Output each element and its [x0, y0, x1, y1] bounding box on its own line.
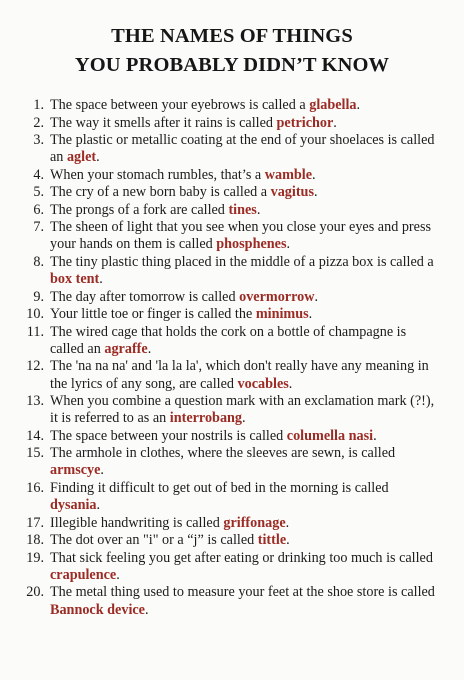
- item-term: vocables: [237, 375, 289, 392]
- item-term: phosphenes: [216, 236, 287, 253]
- item-term: tittle: [257, 532, 287, 549]
- item-term: crapulence: [50, 566, 117, 583]
- item-punctuation: .: [144, 601, 149, 618]
- list-item: [22, 184, 442, 201]
- list-item: [22, 393, 442, 427]
- item-text: Your little toe or finger is called the: [50, 306, 256, 323]
- item-text: The dot over an "i" or a “j” is called: [50, 532, 258, 549]
- item-text: Illegible handwriting is called: [50, 514, 224, 531]
- list-item: [22, 132, 442, 166]
- item-punctuation: .: [333, 114, 337, 131]
- item-term: interrobang: [169, 410, 243, 427]
- item-text: That sick feeling you get after eating or drinking too much is called: [50, 549, 433, 566]
- item-punctuation: .: [256, 201, 261, 218]
- list-item: [22, 515, 442, 532]
- item-number: 14 .: [22, 428, 44, 445]
- item-punctuation: .: [242, 410, 246, 427]
- item-term: armscye: [50, 462, 101, 479]
- item-text: The space between your nostrils is called: [50, 427, 287, 444]
- list-item: [22, 167, 442, 184]
- item-punctuation: .: [308, 306, 313, 323]
- item-number: 20 .: [22, 584, 44, 601]
- list-item: [22, 115, 442, 132]
- item-term: agraffe: [104, 340, 148, 357]
- item-punctuation: .: [286, 236, 291, 253]
- item-text: The 'na na na' and 'la la la', which don't really have any meaning in the lyrics of any song, are called: [50, 358, 429, 392]
- item-term: overmorrow: [239, 288, 315, 305]
- item-number: 8 .: [22, 254, 44, 271]
- item-text: When your stomach rumbles, that’s a: [50, 166, 265, 183]
- list-item: [22, 584, 442, 618]
- item-text: When you combine a question mark with an exclamation mark (?!), it is referred to as an: [50, 393, 435, 427]
- item-number: 2 .: [22, 115, 44, 132]
- item-punctuation: .: [314, 288, 319, 305]
- item-number: 15 .: [22, 445, 44, 462]
- item-number: 12 .: [22, 358, 44, 375]
- list-item: [22, 428, 442, 445]
- item-number: 17 .: [22, 515, 44, 532]
- list-item: [22, 219, 442, 253]
- item-number: 9 .: [22, 289, 44, 306]
- list-item: [22, 306, 442, 323]
- item-term: minimus: [255, 306, 309, 323]
- item-punctuation: .: [96, 497, 101, 514]
- item-text: The way it smells after it rains is called: [50, 114, 277, 131]
- item-number: 13 .: [22, 393, 44, 410]
- item-text: The armhole in clothes, where the sleeves are sewn, is called: [50, 445, 396, 462]
- item-number: 7 .: [22, 219, 44, 236]
- item-term: Bannock device: [50, 601, 145, 618]
- item-term: vagitus: [270, 184, 314, 201]
- item-term: dysania: [50, 497, 97, 514]
- item-punctuation: .: [356, 97, 361, 113]
- item-text: The cry of a new born baby is called a: [50, 184, 271, 201]
- title-line-2: YOU PROBABLY DIDN’T KNOW: [74, 54, 390, 76]
- page-title: [22, 22, 442, 80]
- item-text: The wired cage that holds the cork on a bottle of champagne is called an: [50, 323, 407, 357]
- item-text: Finding it difficult to get out of bed in the morning is called: [50, 479, 389, 496]
- item-punctuation: .: [100, 462, 104, 479]
- item-number: 6 .: [22, 202, 44, 219]
- item-number: 5 .: [22, 184, 44, 201]
- item-number: 11 .: [22, 324, 44, 341]
- list-item: [22, 445, 442, 479]
- item-text: The metal thing used to measure your feet at the shoe store is called: [50, 584, 435, 601]
- list-item: [22, 358, 442, 392]
- item-text: The tiny plastic thing placed in the middle of a pizza box is called a: [50, 253, 434, 270]
- item-punctuation: .: [96, 149, 100, 166]
- item-number: 16 .: [22, 480, 44, 497]
- item-text: The prongs of a fork are called: [50, 201, 229, 218]
- list-item: [22, 289, 442, 306]
- list-item: [22, 550, 442, 584]
- facts-list: [22, 97, 442, 619]
- list-item: [22, 324, 442, 358]
- list-item: [22, 532, 442, 549]
- item-number: 10 .: [22, 306, 44, 323]
- item-number: 3 .: [22, 132, 44, 149]
- item-text: The sheen of light that you see when you close your eyes and press your hands on them is called: [50, 219, 431, 253]
- item-punctuation: .: [286, 532, 290, 549]
- title-line-1: THE NAMES OF THINGS: [111, 25, 353, 47]
- item-term: wamble: [264, 166, 313, 183]
- item-term: aglet: [66, 149, 97, 166]
- item-term: box tent: [50, 271, 100, 288]
- item-term: glabella: [309, 97, 357, 113]
- item-number: 1 .: [22, 97, 44, 114]
- item-punctuation: .: [285, 514, 290, 531]
- list-item: [22, 97, 442, 114]
- item-term: griffonage: [223, 514, 286, 531]
- item-punctuation: .: [147, 340, 152, 357]
- list-item: [22, 202, 442, 219]
- item-term: petrichor: [276, 114, 334, 131]
- item-number: 19 .: [22, 550, 44, 567]
- item-number: 4 .: [22, 167, 44, 184]
- list-item: [22, 480, 442, 514]
- item-punctuation: .: [116, 566, 120, 583]
- item-text: The space between your eyebrows is called a: [50, 97, 310, 113]
- item-number: 18 .: [22, 532, 44, 549]
- item-term: tines: [228, 201, 257, 218]
- item-text: The day after tomorrow is called: [50, 288, 240, 305]
- item-text: The plastic or metallic coating at the end of your shoelaces is called an: [50, 132, 435, 166]
- item-punctuation: .: [312, 166, 316, 183]
- item-punctuation: .: [313, 184, 318, 201]
- item-punctuation: .: [99, 271, 103, 288]
- item-term: columella nasi: [286, 427, 374, 444]
- list-item: [22, 254, 442, 288]
- item-punctuation: .: [373, 427, 377, 444]
- item-punctuation: .: [288, 375, 293, 392]
